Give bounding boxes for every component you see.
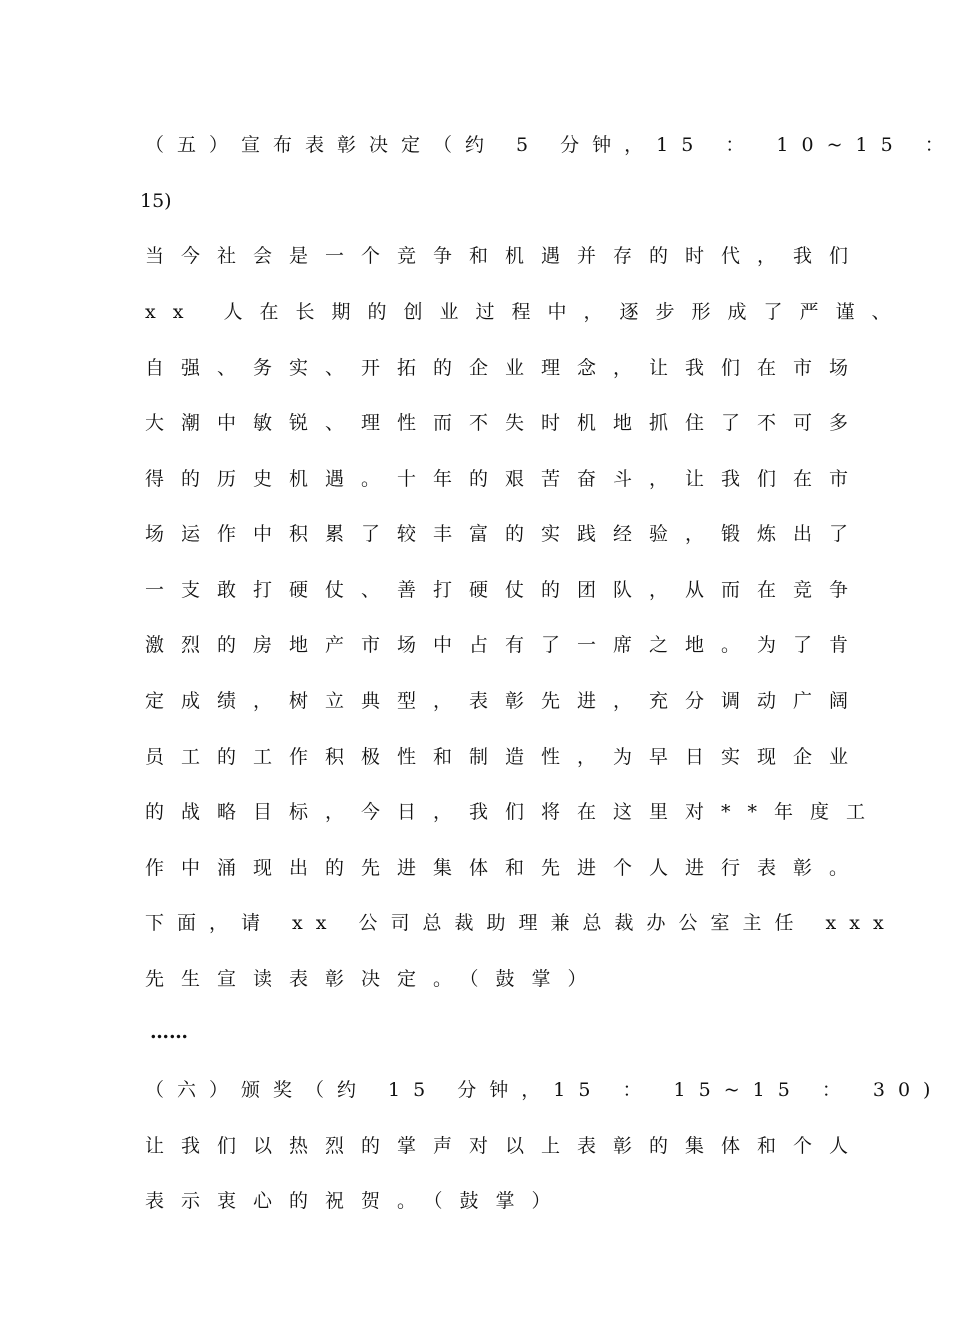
paragraph-line: 激烈的房地产市场中占有了一席之地。为了肯 [145, 634, 866, 656]
paragraph-line: 的战略目标，今日，我们将在这里对**年度工 [145, 801, 883, 823]
paragraph-line: xx 人在长期的创业过程中，逐步形成了严谨、 [145, 301, 908, 323]
paragraph-line: 场运作中积累了较丰富的实践经验，锻炼出了 [145, 523, 866, 545]
ellipsis-separator: …… [150, 1021, 188, 1043]
paragraph-line: 大潮中敏锐、理性而不失时机地抓住了不可多 [145, 412, 866, 434]
paragraph-line: 先生宣读表彰决定。（鼓掌） [145, 968, 604, 990]
section-heading-6: （六）颁奖（约 15 分钟，15 ： 15~15 ： 30) [145, 1079, 944, 1101]
section-heading-5: （五）宣布表彰决定（约 5 分钟，15 ： 10~15 ： [145, 134, 957, 156]
paragraph-line: 下面，请 xx 公司总裁助理兼总裁办公室主任 xxx [145, 912, 897, 934]
paragraph-line: 让我们以热烈的掌声对以上表彰的集体和个人 [145, 1135, 866, 1157]
paragraph-line: 作中涌现出的先进集体和先进个人进行表彰。 [145, 857, 866, 879]
paragraph-line: 表示衷心的祝贺。（鼓掌） [145, 1190, 568, 1212]
paragraph-line: 自强、务实、开拓的企业理念，让我们在市场 [145, 357, 866, 379]
paragraph-line: 员工的工作积极性和制造性，为早日实现企业 [145, 746, 866, 768]
paragraph-line: 得的历史机遇。十年的艰苦奋斗，让我们在市 [145, 468, 866, 490]
paragraph-line: 定成绩，树立典型，表彰先进，充分调动广阔 [145, 690, 866, 712]
paragraph-line: 一支敢打硬仗、善打硬仗的团队，从而在竞争 [145, 579, 866, 601]
paragraph-line: 当今社会是一个竞争和机遇并存的时代，我们 [145, 245, 866, 267]
section-heading-5-continuation: 15) [140, 190, 172, 212]
